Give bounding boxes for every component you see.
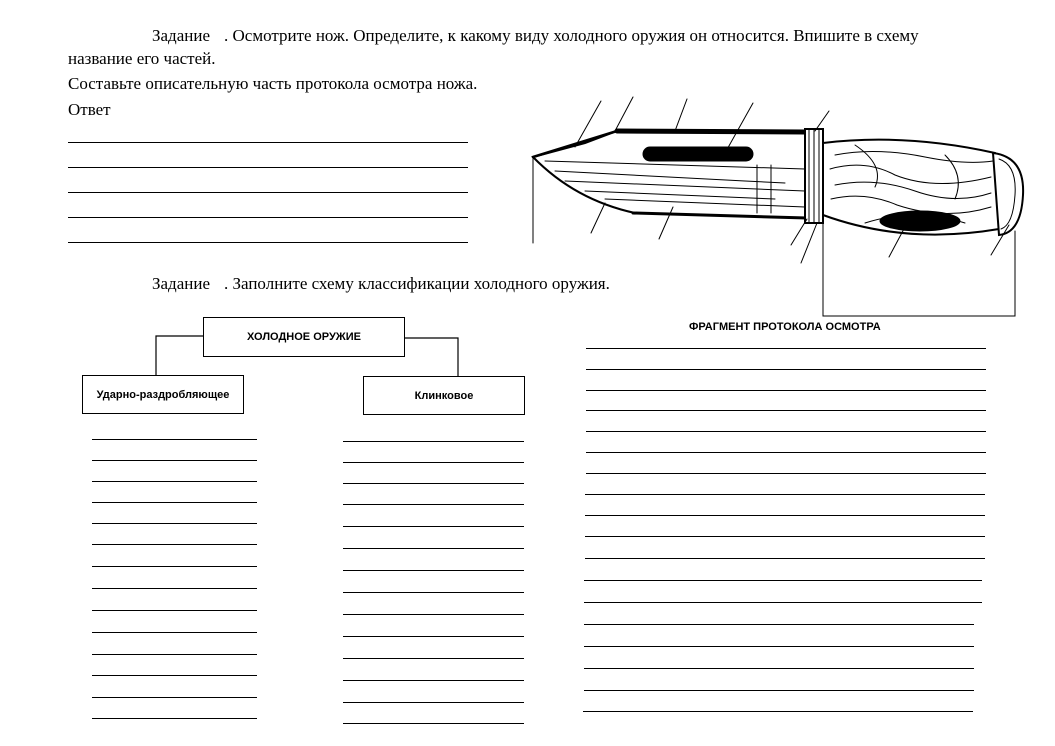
- left-line[interactable]: [92, 610, 257, 611]
- left-line[interactable]: [92, 632, 257, 633]
- protocol-line[interactable]: [586, 348, 986, 349]
- middle-line[interactable]: [343, 658, 524, 659]
- protocol-line[interactable]: [586, 369, 986, 370]
- left-line[interactable]: [92, 718, 257, 719]
- middle-line[interactable]: [343, 636, 524, 637]
- middle-line[interactable]: [343, 723, 524, 724]
- task1-line2: название его частей.: [68, 49, 216, 68]
- protocol-line[interactable]: [586, 431, 986, 432]
- middle-line[interactable]: [343, 592, 524, 593]
- protocol-line[interactable]: [584, 690, 974, 691]
- left-line[interactable]: [92, 588, 257, 589]
- task2-text: . Заполните схему классификации холодного оружия.: [224, 274, 610, 293]
- protocol-line[interactable]: [586, 452, 986, 453]
- middle-line[interactable]: [343, 570, 524, 571]
- protocol-line[interactable]: [585, 558, 985, 559]
- left-category-box: Ударно-раздробляющее: [82, 375, 244, 414]
- task1-word: Задание: [152, 26, 210, 45]
- protocol-line[interactable]: [584, 580, 982, 581]
- protocol-line[interactable]: [586, 473, 986, 474]
- left-line[interactable]: [92, 460, 257, 461]
- protocol-title: ФРАГМЕНТ ПРОТОКОЛА ОСМОТРА: [689, 321, 881, 333]
- answer-label: Ответ: [68, 100, 111, 119]
- protocol-line[interactable]: [586, 390, 986, 391]
- middle-line[interactable]: [343, 483, 524, 484]
- protocol-line[interactable]: [586, 410, 986, 411]
- left-line[interactable]: [92, 654, 257, 655]
- protocol-line[interactable]: [585, 515, 985, 516]
- task1-line3: Составьте описательную часть протокола осмотра ножа.: [68, 74, 478, 93]
- left-line[interactable]: [92, 502, 257, 503]
- left-line[interactable]: [92, 566, 257, 567]
- middle-line[interactable]: [343, 441, 524, 442]
- protocol-line[interactable]: [585, 536, 985, 537]
- left-line[interactable]: [92, 675, 257, 676]
- middle-line[interactable]: [343, 614, 524, 615]
- task2-word: Задание: [152, 274, 210, 293]
- middle-line[interactable]: [343, 702, 524, 703]
- right-category-box: Клинковое: [363, 376, 525, 415]
- left-line[interactable]: [92, 523, 257, 524]
- protocol-line[interactable]: [584, 668, 974, 669]
- protocol-line[interactable]: [584, 602, 982, 603]
- protocol-line[interactable]: [584, 646, 974, 647]
- middle-line[interactable]: [343, 548, 524, 549]
- middle-line[interactable]: [343, 462, 524, 463]
- middle-line[interactable]: [343, 526, 524, 527]
- root-box: ХОЛОДНОЕ ОРУЖИЕ: [203, 317, 405, 357]
- protocol-line[interactable]: [585, 494, 985, 495]
- task1-text1: . Осмотрите нож. Определите, к какому виду холодного оружия он относится. Впишите в схему: [224, 26, 919, 45]
- left-line[interactable]: [92, 697, 257, 698]
- middle-line[interactable]: [343, 504, 524, 505]
- left-line[interactable]: [92, 439, 257, 440]
- left-line[interactable]: [92, 481, 257, 482]
- left-line[interactable]: [92, 544, 257, 545]
- protocol-line[interactable]: [584, 624, 974, 625]
- middle-line[interactable]: [343, 680, 524, 681]
- protocol-line[interactable]: [583, 711, 973, 712]
